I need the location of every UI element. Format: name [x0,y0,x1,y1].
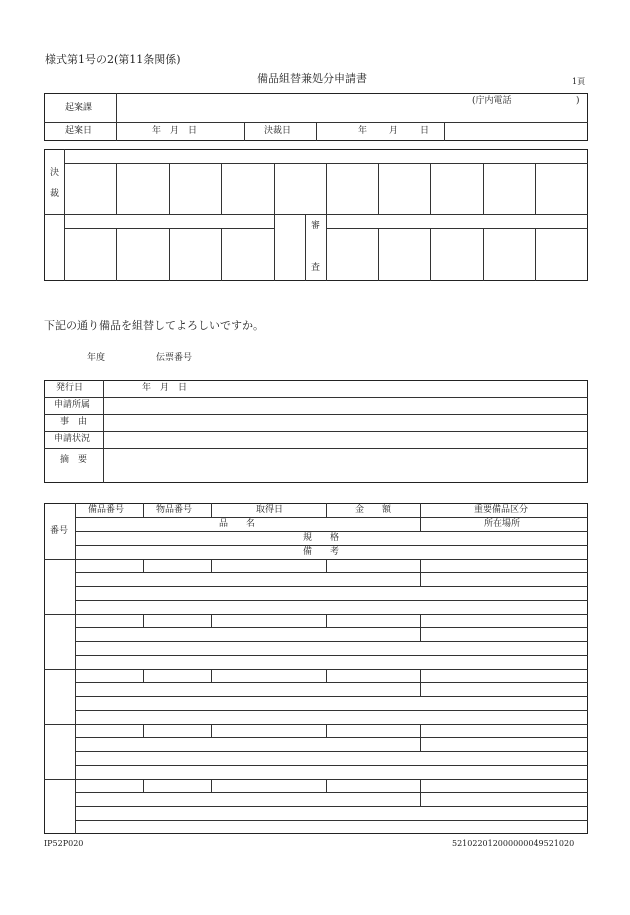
decision-day: 日 [420,126,430,136]
summary-label: 摘 要 [60,455,88,465]
col-location: 所在場所 [484,519,521,529]
draft-date-label: 起案日 [65,126,93,136]
col-remarks: 備 考 [303,547,340,557]
decision-label-1: 決 [50,168,60,178]
col-equip-no: 備品番号 [88,505,125,515]
status-label: 申請状況 [54,434,91,444]
originating-section-label: 起案課 [65,103,93,113]
page-number: 1頁 [572,77,586,86]
col-amount: 金 額 [355,505,392,515]
decision-label-2: 裁 [50,189,60,199]
issue-date-value: 年 月 日 [142,383,188,393]
statement-text: 下記の通り備品を組替してよろしいですか。 [44,319,264,332]
reason-label: 事 由 [60,417,88,427]
serial-number: 521022012000000049521020 [452,839,575,848]
col-name: 品 名 [219,519,256,529]
decision-date-label: 決裁日 [264,126,292,136]
col-acquired: 取得日 [256,505,284,515]
decision-year: 年 [358,126,368,136]
issue-date-label: 発行日 [56,383,84,393]
number-label: 番号 [50,526,69,536]
col-spec: 規 格 [303,533,340,543]
approval-table [44,149,588,281]
voucher-number-label: 伝票番号 [156,353,193,363]
page-title: 備品組替兼処分申請書 [257,72,367,85]
fiscal-year-label: 年度 [87,353,106,363]
phone-close: ) [576,96,580,106]
review-label-1: 審 [311,221,321,231]
decision-month: 月 [389,126,399,136]
col-item-no: 物品番号 [156,505,193,515]
applicant-dept-label: 申請所属 [54,400,91,410]
review-label-2: 査 [311,263,321,273]
col-important: 重要備品区分 [474,505,529,515]
form-number: 様式第1号の2(第11条関係) [45,53,181,66]
draft-date-value: 年 月 日 [152,126,198,136]
phone-label: (庁内電話 [472,96,512,106]
form-code: IP52P020 [44,839,84,848]
